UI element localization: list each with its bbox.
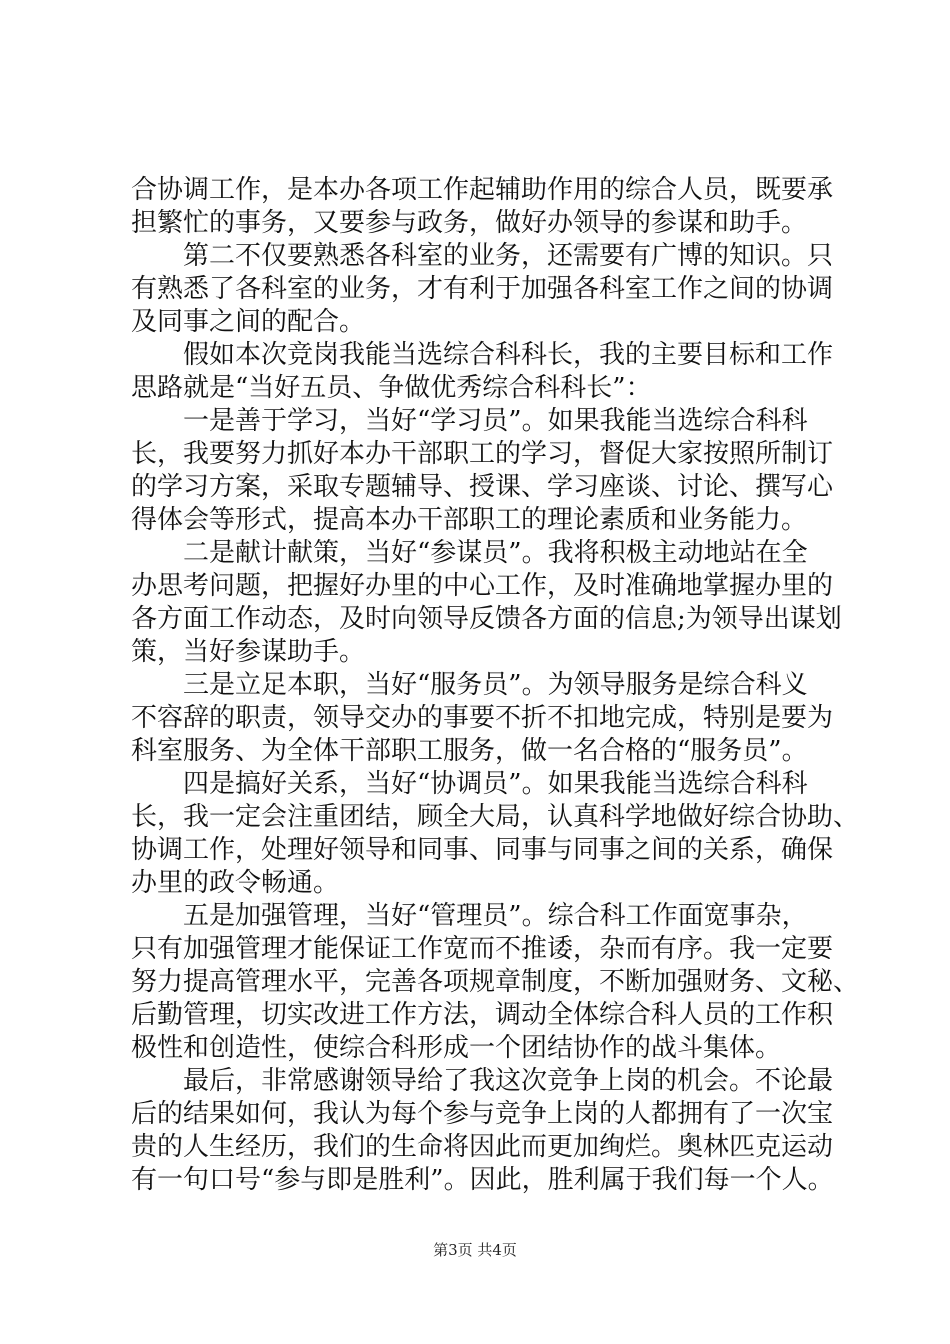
text-line: 办思考问题，把握好办里的中心工作，及时准确地掌握办里的	[131, 571, 834, 601]
text-line: 各方面工作动态，及时向领导反馈各方面的信息;为领导出谋划	[131, 604, 842, 634]
text-line: 假如本次竞岗我能当选综合科科长，我的主要目标和工作	[131, 340, 834, 370]
text-line: 得体会等形式，提高本办干部职工的理论素质和业务能力。	[131, 505, 808, 535]
text-line: 思路就是“当好五员、争做优秀综合科科长”：	[131, 373, 652, 403]
text-line: 办里的政令畅通。	[131, 868, 340, 898]
text-line: 长，我一定会注重团结，顾全大局，认真科学地做好综合协助、	[131, 802, 860, 832]
text-line: 不容辞的职责，领导交办的事要不折不扣地完成，特别是要为	[131, 703, 834, 733]
text-line: 长，我要努力抓好本办干部职工的学习，督促大家按照所制订	[131, 439, 834, 469]
page-number-footer: 第3页 共4页	[433, 1241, 517, 1259]
text-line: 后的结果如何，我认为每个参与竞争上岗的人都拥有了一次宝	[131, 1099, 834, 1129]
text-line: 第二不仅要熟悉各科室的业务，还需要有广博的知识。只	[131, 241, 834, 271]
text-line: 只有加强管理才能保证工作宽而不推诿，杂而有序。我一定要	[131, 934, 834, 964]
text-line: 担繁忙的事务，又要参与政务，做好办领导的参谋和助手。	[131, 208, 808, 238]
text-line: 最后，非常感谢领导给了我这次竞争上岗的机会。不论最	[131, 1066, 834, 1096]
document-body	[131, 174, 860, 1197]
text-line: 科室服务、为全体干部职工服务，做一名合格的“服务员”。	[131, 736, 808, 766]
text-line: 有一句口号“参与即是胜利”。因此，胜利属于我们每一个人。	[131, 1165, 834, 1195]
text-line: 及同事之间的配合。	[131, 307, 366, 337]
text-line: 四是搞好关系，当好“协调员”。如果我能当选综合科科	[131, 769, 808, 799]
text-line: 合协调工作，是本办各项工作起辅助作用的综合人员，既要承	[131, 175, 834, 205]
text-line: 协调工作，处理好领导和同事、同事与同事之间的关系，确保	[131, 835, 834, 865]
text-line: 的学习方案，采取专题辅导、授课、学习座谈、讨论、撰写心	[131, 472, 834, 502]
text-line: 有熟悉了各科室的业务，才有利于加强各科室工作之间的协调	[131, 274, 834, 304]
text-line: 五是加强管理，当好“管理员”。综合科工作面宽事杂，	[131, 901, 808, 931]
text-line: 极性和创造性，使综合科形成一个团结协作的战斗集体。	[131, 1033, 782, 1063]
text-line: 策，当好参谋助手。	[131, 637, 366, 667]
text-line: 三是立足本职，当好“服务员”。为领导服务是综合科义	[131, 670, 808, 700]
text-line: 努力提高管理水平，完善各项规章制度，不断加强财务、文秘、	[131, 967, 860, 997]
text-line: 一是善于学习，当好“学习员”。如果我能当选综合科科	[131, 406, 808, 436]
text-line: 贵的人生经历，我们的生命将因此而更加绚烂。奥林匹克运动	[131, 1132, 834, 1162]
text-line: 二是献计献策，当好“参谋员”。我将积极主动地站在全	[131, 538, 808, 568]
text-line: 后勤管理，切实改进工作方法，调动全体综合科人员的工作积	[131, 1000, 834, 1030]
